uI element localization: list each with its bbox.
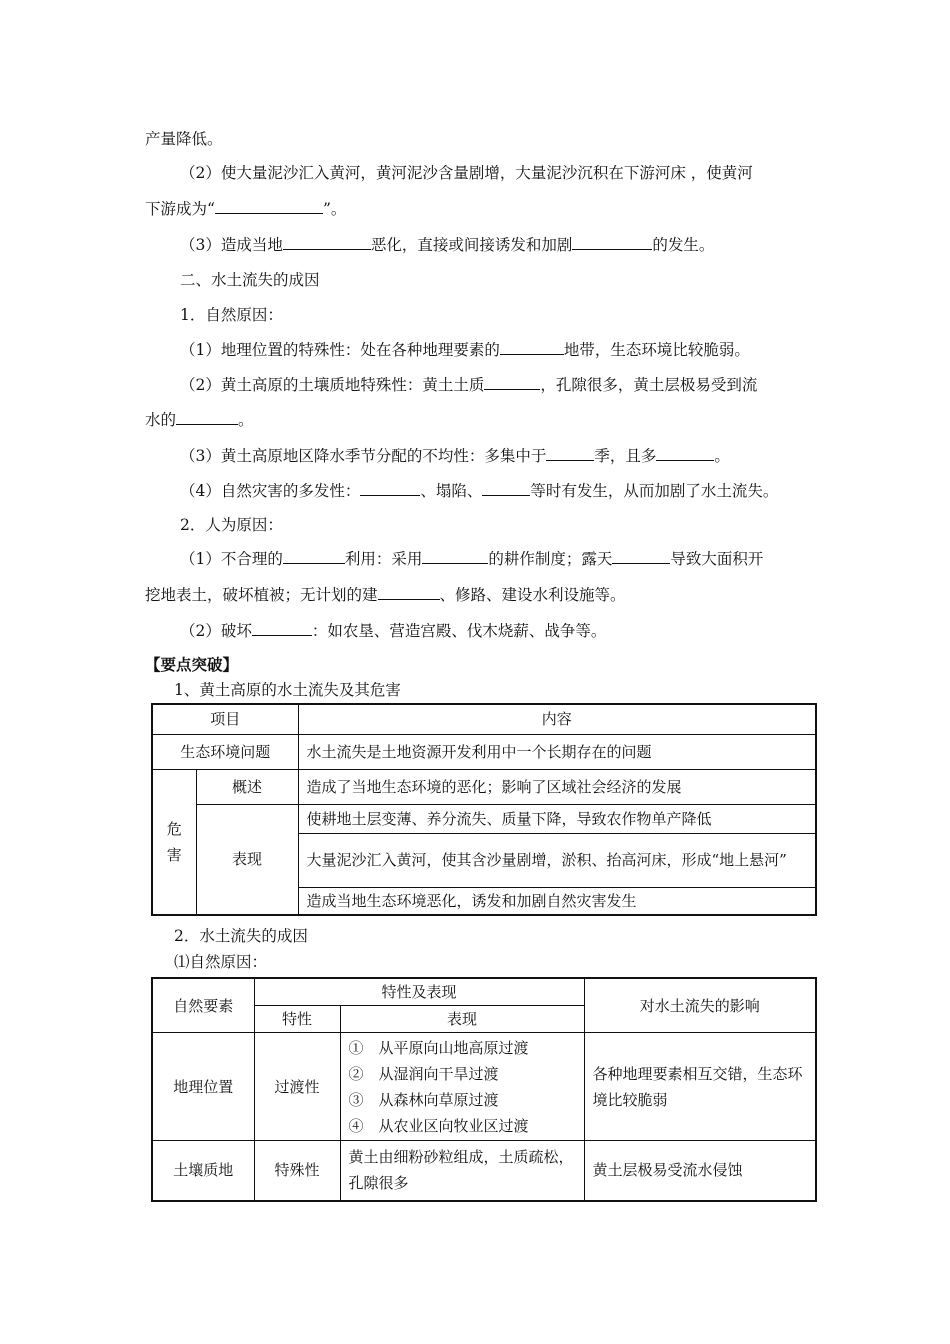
fill-blank[interactable] (378, 584, 440, 600)
text: 的发生。 (652, 236, 715, 254)
text: （1）不合理的 (180, 550, 283, 568)
fill-blank[interactable] (215, 198, 323, 214)
text: （2）黄土高原的土壤质地特殊性：黄土土质 (180, 376, 485, 394)
human-cause-2 (180, 620, 606, 642)
text: 的耕作制度；露天 (488, 550, 613, 568)
text: 、塌陷、 (420, 482, 483, 500)
paragraph-sediment (180, 162, 753, 184)
header-char-group: 特性及表现 (254, 978, 584, 1006)
text: ：如农垦、营造宫殿、伐木烧薪、战争等。 (311, 622, 607, 640)
header-item: 项目 (152, 704, 298, 734)
fill-blank[interactable] (360, 480, 420, 496)
text: ”。 (322, 200, 347, 218)
row2-factor: 土壤质地 (152, 1141, 254, 1201)
fill-blank[interactable] (283, 234, 371, 250)
manifest-3: 造成当地生态环境恶化，诱发和加剧自然灾害发生 (298, 887, 816, 915)
human-cause-1 (180, 548, 763, 570)
row2-effect: 黄土层极易受流水侵蚀 (584, 1141, 816, 1201)
row1-factor: 地理位置 (152, 1033, 254, 1141)
header-factor: 自然要素 (152, 978, 254, 1033)
natural-cause-2-cont (145, 409, 254, 431)
text: 2．人为原因： (180, 516, 283, 534)
subheading-human (180, 514, 283, 536)
list-item: ① 从平原向山地高原过渡 (348, 1038, 529, 1057)
paragraph-yield-drop (145, 128, 223, 150)
harm-table (151, 703, 817, 916)
text: 、修路、建设水利设施等。 (439, 586, 626, 604)
fill-blank[interactable] (482, 480, 530, 496)
table1-caption (174, 679, 401, 701)
text: 。 (238, 411, 254, 429)
harm-label (152, 769, 196, 915)
text: 导致大面积开 (670, 550, 764, 568)
fill-blank[interactable] (252, 620, 312, 636)
text: ，孔隙很多，黄土层极易受到流 (540, 376, 758, 394)
text: 1．自然原因： (180, 306, 283, 324)
header-show: 表现 (340, 1006, 584, 1033)
header-char: 特性 (254, 1006, 340, 1033)
section-heading-causes (180, 269, 320, 291)
vertical-text: 危害 (166, 819, 182, 864)
row-label-eco: 生态环境问题 (152, 734, 298, 769)
text: 下游成为“ (145, 200, 215, 218)
overview-label: 概述 (196, 769, 298, 804)
fill-blank[interactable] (484, 374, 540, 390)
table2-caption (174, 925, 308, 947)
fill-blank[interactable] (283, 548, 345, 564)
fill-blank[interactable] (572, 234, 652, 250)
paragraph-sediment-cont (145, 198, 346, 220)
manifest-label: 表现 (196, 804, 298, 915)
fill-blank[interactable] (656, 445, 714, 461)
text: 产量降低。 (145, 130, 223, 148)
row1-effect: 各种地理要素相互交错，生态环境比较脆弱 (584, 1033, 816, 1141)
text: 恶化，直接或间接诱发和加剧 (370, 236, 573, 254)
natural-cause-4 (180, 480, 778, 502)
text: 水的 (145, 411, 177, 429)
row1-char: 过渡性 (254, 1033, 340, 1141)
text: （1）地理位置的特殊性：处在各种地理要素的 (180, 341, 500, 359)
human-cause-1-cont (145, 584, 626, 606)
text: 二、水土流失的成因 (180, 271, 320, 289)
text: （3）造成当地 (180, 236, 283, 254)
natural-cause-1 (180, 339, 750, 361)
subheading-natural (180, 304, 283, 326)
text: 挖地表土，破坏植被；无计划的建 (145, 586, 378, 604)
row2-char: 特殊性 (254, 1141, 340, 1201)
fill-blank[interactable] (546, 445, 594, 461)
text: 利用：采用 (344, 550, 423, 568)
text: （4）自然灾害的多发性： (180, 482, 361, 500)
overview-text: 造成了当地生态环境的恶化；影响了区域社会经济的发展 (298, 769, 816, 804)
text: 季，且多 (594, 447, 657, 465)
text: ⑴自然原因： (174, 953, 268, 971)
paragraph-ecology (180, 234, 714, 256)
row2-show: 黄土由细粉砂粒组成，土质疏松，孔隙很多 (340, 1141, 584, 1201)
text: 等时有发生，从而加剧了水土流失。 (530, 482, 779, 500)
natural-cause-table (151, 977, 817, 1202)
text: 【要点突破】 (145, 655, 239, 674)
fill-blank[interactable] (612, 548, 670, 564)
manifest-1: 使耕地土层变薄、养分流失、质量下降，导致农作物单产降低 (298, 804, 816, 833)
table2-subcaption (174, 951, 267, 973)
text: 。 (714, 447, 730, 465)
natural-cause-3 (180, 445, 730, 467)
natural-cause-2 (180, 374, 757, 396)
text: 1、黄土高原的水土流失及其危害 (174, 681, 401, 699)
text: （3）黄土高原地区降水季节分配的不均性：多集中于 (180, 447, 547, 465)
row1-show (340, 1033, 584, 1141)
list-item: ④ 从农业区向牧业区过渡 (348, 1116, 529, 1135)
text: 2．水土流失的成因 (174, 927, 308, 945)
fill-blank[interactable] (422, 548, 488, 564)
key-points-heading (145, 654, 238, 676)
list-item: ③ 从森林向草原过渡 (348, 1090, 499, 1109)
text: 地带，生态环境比较脆弱。 (563, 341, 750, 359)
manifest-2: 大量泥沙汇入黄河，使其含沙量剧增，淤积、抬高河床，形成“地上悬河” (298, 833, 816, 887)
header-content: 内容 (298, 704, 816, 734)
fill-blank[interactable] (176, 409, 238, 425)
text: （2）破坏 (180, 622, 252, 640)
fill-blank[interactable] (500, 339, 564, 355)
eco-text: 水土流失是土地资源开发利用中一个长期存在的问题 (298, 734, 816, 769)
list-item: ② 从湿润向干旱过渡 (348, 1064, 499, 1083)
header-effect: 对水土流失的影响 (584, 978, 816, 1033)
text: （2）使大量泥沙汇入黄河，黄河泥沙含量剧增，大量泥沙沉积在下游河床 ，使黄河 (180, 164, 753, 182)
